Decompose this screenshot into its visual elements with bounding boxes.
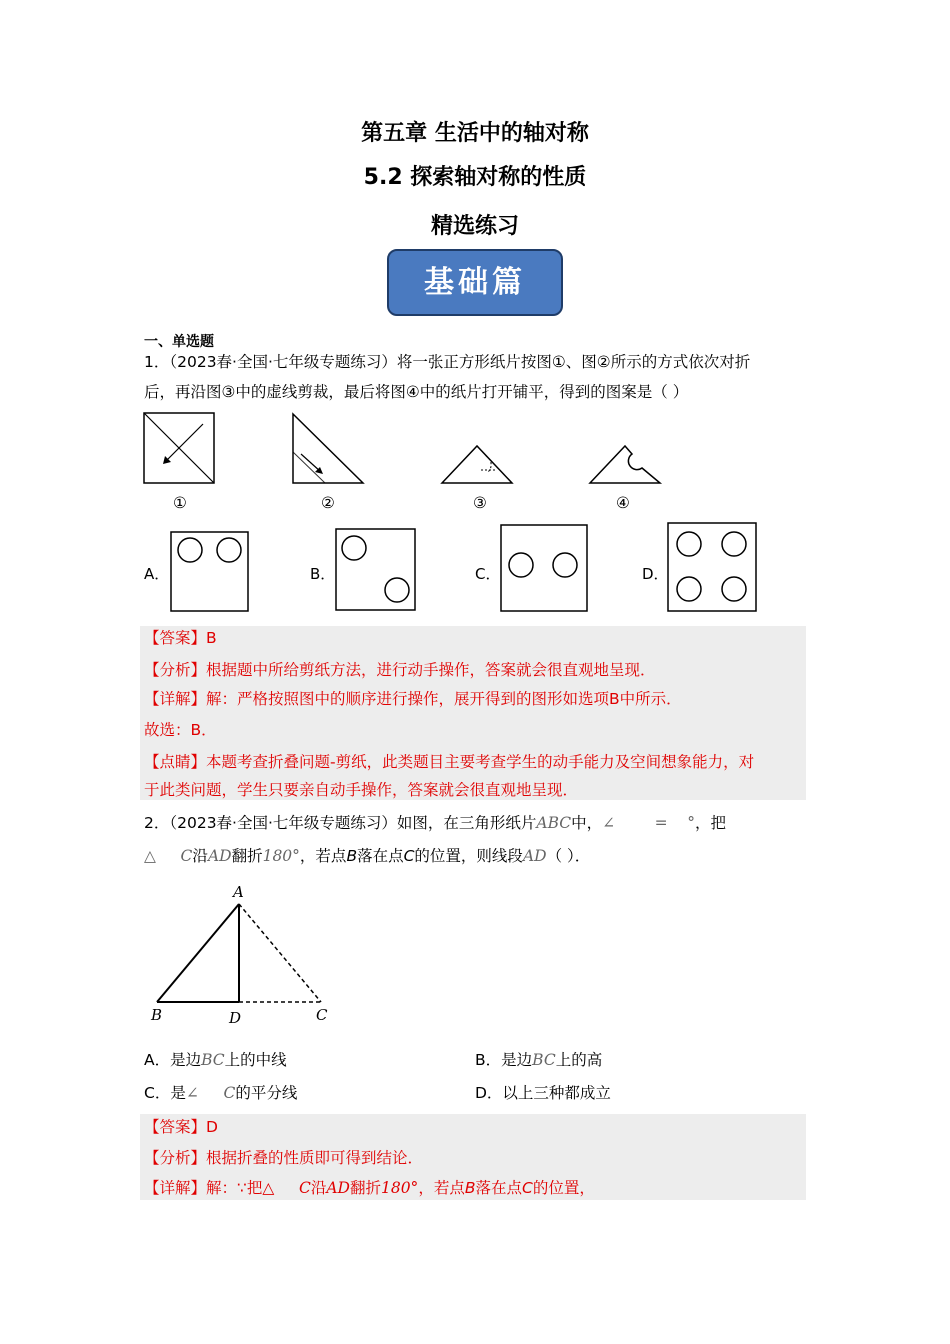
- q2-option-c-text2: 的平分线: [235, 1084, 298, 1102]
- q1-analysis-tag: 【分析】: [144, 661, 207, 679]
- q1-option-b-figure[interactable]: [335, 528, 417, 612]
- q2-math-angle: ∠ = °: [602, 814, 696, 832]
- q1-analysis-line: [144, 660, 656, 680]
- q2-detail-tag: 【详解】: [144, 1179, 207, 1197]
- q2-option-a[interactable]: [144, 1050, 287, 1070]
- q1-detail-text: 解：严格按照图中的顺序进行操作，展开得到的图形如选项B中所示．: [206, 690, 682, 708]
- q1-analysis-text: 根据题中所给剪纸方法，进行动手操作，答案就会很直观地呈现．: [206, 661, 656, 679]
- q2-answer-value: D: [206, 1118, 218, 1136]
- q2-option-d[interactable]: D．以上三种都成立: [475, 1084, 611, 1102]
- q2-detail-text-e: 落在点: [475, 1179, 522, 1197]
- q1-comment-line2: 于此类问题，学生只要亲自动手操作，答案就会很直观地呈现．: [144, 781, 579, 799]
- q2-stem-text-b: 中，: [571, 814, 603, 832]
- q2-detail-math-180: 180°: [380, 1179, 419, 1197]
- q2-detail-line: [144, 1178, 595, 1198]
- q2-option-b-text1: B．是边: [475, 1051, 533, 1069]
- q1-fig-label-4: ④: [616, 494, 630, 512]
- q2-stem-text-a: 2．（2023春·全国·七年级专题练习）如图，在三角形纸片: [144, 814, 537, 832]
- q2-detail-text-a: 解：∵把: [206, 1179, 263, 1197]
- section-title: 5.2 探索轴对称的性质: [363, 165, 587, 190]
- q2-point-b: B: [346, 847, 358, 865]
- q1-choose-line: 故选：B．: [144, 721, 217, 739]
- subtitle: 精选练习: [430, 214, 519, 239]
- q1-detail-tag: 【详解】: [144, 690, 207, 708]
- q2-analysis-text: 根据折叠的性质即可得到结论．: [206, 1149, 424, 1167]
- q2-option-b[interactable]: [475, 1050, 602, 1070]
- q1-answer-value: B: [206, 629, 217, 647]
- q1-answer-tag: 【答案】: [144, 629, 207, 647]
- q1-fig-label-3: ③: [473, 494, 487, 512]
- q2-stem-line1: [144, 813, 726, 833]
- q2-detail-math-ad: AD: [326, 1179, 350, 1197]
- q1-option-a-label: A．: [144, 565, 170, 583]
- q2-option-b-text2: 上的高: [555, 1051, 603, 1069]
- q2-detail-text-d: ，若点: [418, 1179, 465, 1197]
- q2-triangle-figure: [145, 880, 345, 1030]
- q1-option-a-figure[interactable]: [170, 531, 250, 613]
- q2-option-a-text1: A．是边: [144, 1051, 202, 1069]
- q2-fig-label-b: B: [151, 1006, 163, 1024]
- q1-option-c-figure[interactable]: [500, 524, 588, 612]
- q1-fig-label-2: ②: [321, 494, 335, 512]
- q2-fig-label-c: C: [316, 1006, 328, 1024]
- q2-analysis-tag: 【分析】: [144, 1149, 207, 1167]
- q1-option-b-label: B．: [310, 565, 336, 583]
- q2-math-ad: AD: [207, 847, 232, 865]
- chapter-title: 第五章 生活中的轴对称: [361, 121, 589, 146]
- q1-figure-1: [143, 412, 215, 484]
- q2-math-triangle: △ C: [144, 847, 193, 865]
- q1-fig-label-1: ①: [173, 494, 187, 512]
- q1-detail-line: [144, 689, 682, 709]
- q2-answer-tag: 【答案】: [144, 1118, 207, 1136]
- q2-math-180: 180°: [262, 847, 300, 865]
- q1-stem-line2: 后，再沿图③中的虚线剪裁，最后将图④中的纸片打开铺平，得到的图案是（ ）: [144, 383, 689, 401]
- q2-stem-text-h: 的位置，则线段: [414, 847, 523, 865]
- q1-figure-3: [440, 442, 514, 484]
- q2-analysis-line: [144, 1148, 423, 1168]
- q2-point-c: C: [403, 847, 415, 865]
- q1-stem-line1: 1．（2023春·全国·七年级专题练习）将一张正方形纸片按图①、图②所示的方式依次对折: [144, 353, 751, 371]
- q1-comment-tag: 【点睛】: [144, 753, 207, 771]
- q2-option-c-math: ∠ C: [185, 1084, 236, 1102]
- q2-option-c-text1: C．是: [144, 1084, 186, 1102]
- q2-stem-text-f: ，若点: [299, 847, 347, 865]
- q2-detail-text-c: 翻折: [349, 1179, 381, 1197]
- q1-figure-2: [291, 412, 365, 484]
- q2-fig-label-a: A: [233, 883, 244, 901]
- q2-detail-math-triangle: △ C: [262, 1179, 311, 1197]
- q2-fig-label-d: D: [229, 1009, 242, 1027]
- q2-option-c[interactable]: [144, 1083, 297, 1103]
- q2-stem-text-c: ，把: [695, 814, 727, 832]
- q2-stem-text-d: 沿: [192, 847, 208, 865]
- q2-detail-text-f: 的位置，: [532, 1179, 595, 1197]
- q1-figure-4: [588, 442, 662, 484]
- q1-option-d-label: D．: [642, 565, 669, 583]
- q1-comment-text1: 本题考查折叠问题-剪纸，此类题目主要考查学生的动手能力及空间想象能力，对: [206, 753, 755, 771]
- q1-option-d-figure[interactable]: [667, 522, 757, 612]
- q2-detail-point-b: B: [464, 1179, 476, 1197]
- q2-detail-text-b: 沿: [310, 1179, 327, 1197]
- q2-stem-text-e: 翻折: [231, 847, 263, 865]
- q2-stem-text-i: （ ）．: [546, 847, 591, 865]
- q2-stem-text-g: 落在点: [357, 847, 404, 865]
- q1-answer-box: [140, 626, 806, 800]
- q2-answer-line: [144, 1117, 218, 1137]
- q2-option-a-math: BC: [201, 1051, 225, 1069]
- q2-math-abc: ABC: [536, 814, 572, 832]
- q2-option-a-text2: 上的中线: [224, 1051, 287, 1069]
- q2-detail-point-c: C: [521, 1179, 533, 1197]
- q2-math-ad-2: AD: [522, 847, 547, 865]
- q1-answer-line: [144, 628, 217, 648]
- level-badge: 基础篇: [387, 249, 563, 316]
- section-heading: 一、单选题: [144, 334, 214, 350]
- q2-option-b-math: BC: [532, 1051, 556, 1069]
- q1-comment-line1: [144, 752, 754, 772]
- q1-option-c-label: C．: [475, 565, 501, 583]
- q2-answer-box: [140, 1114, 806, 1200]
- q2-stem-line2: [144, 846, 590, 866]
